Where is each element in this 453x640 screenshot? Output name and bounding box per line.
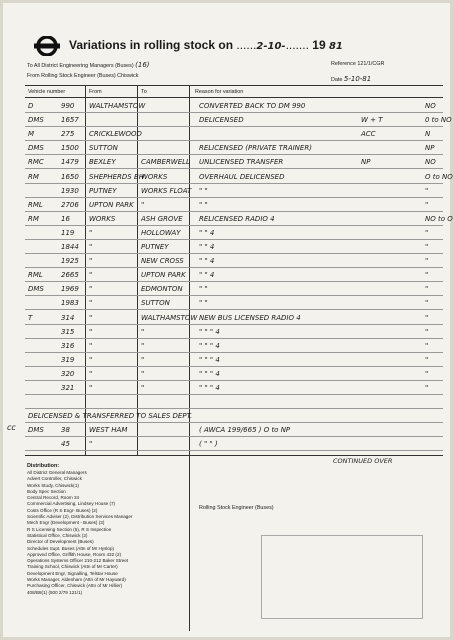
distribution-item: Body Spec Section [27, 488, 66, 494]
form-title: Variations in rolling stock on ......2-10-....... 19 81 [69, 38, 343, 52]
reason-text: RELICENSED (PRIVATE TRAINER) [199, 144, 312, 153]
received-stamp [261, 535, 423, 619]
distribution-heading: Distribution: [27, 463, 60, 469]
from-garage: " [89, 271, 93, 280]
col-to: To [141, 89, 147, 95]
to-line: To All District Engineering Managers (Buses) (16) [27, 61, 150, 69]
reason-note: W + T [361, 116, 383, 125]
col-from: From [89, 89, 102, 95]
to-garage: CAMBERWELL [141, 158, 190, 167]
vehicle-number: 38 [61, 426, 70, 435]
distribution-item: Director of Development (Buses) [27, 539, 94, 545]
status-code: " [425, 327, 429, 336]
vehicle-number: 1500 [61, 144, 79, 153]
vehicle-number: 321 [61, 384, 75, 392]
status-code: " [425, 369, 429, 378]
from-garage: PUTNEY [89, 186, 117, 195]
col-vehicle: Vehicle number [28, 89, 66, 95]
reason-text: " " " 4 [199, 369, 220, 378]
vehicle-number: 1983 [61, 299, 79, 308]
status-code: NO to O [425, 214, 453, 223]
status-code: " [425, 355, 429, 364]
reason-text: NEW BUS LICENSED RADIO 4 [199, 313, 301, 322]
vehicle-number: 45 [61, 440, 70, 449]
continued-over: CONTINUED OVER [333, 457, 393, 465]
vehicle-class: RML [28, 271, 43, 280]
vehicle-number: 315 [61, 327, 75, 336]
reason-text: " " 4 [199, 243, 215, 251]
to-garage: HOLLOWAY [141, 228, 181, 237]
vehicle-class: T [28, 313, 33, 322]
to-garage: " [141, 327, 145, 336]
vehicle-number: 16 [61, 214, 70, 223]
to-garage: NEW CROSS [141, 257, 184, 266]
vehicle-number: 275 [61, 130, 75, 139]
form-sheet [3, 3, 453, 637]
date-field: Date 5-10-81 [331, 75, 372, 83]
reason-text: OVERHAUL DELICENSED [199, 172, 285, 181]
distribution-item: Statistical Office, Chiswick (2) [27, 532, 88, 538]
vehicle-number: 990 [61, 102, 75, 110]
vehicle-number: 320 [61, 369, 75, 378]
distribution-item: Schedules Supt. Buses (Attn of Mr Hyslop) [27, 545, 115, 551]
distribution-item: Purchasing Officer, Chiswick (Attn of Mr Hillier) [27, 583, 123, 589]
to-garage: UPTON PARK [141, 271, 186, 280]
reason-note: NP [361, 158, 371, 167]
status-code: NO [425, 158, 436, 167]
col-reason: Reason for variation [195, 89, 244, 95]
status-code: " [425, 384, 429, 392]
status-code: N [425, 130, 431, 139]
from-garage: " [89, 257, 93, 266]
status-code: NO [425, 102, 436, 110]
status-code: NP [425, 144, 435, 153]
reason-text: " " " 4 [199, 355, 220, 364]
vehicle-class: DMS [28, 285, 44, 294]
to-garage: WORKS [141, 172, 168, 181]
reason-text: ( AWCA 199/665 ) O to NP [199, 426, 291, 435]
status-code: " [425, 228, 429, 237]
reason-text: " " [199, 200, 208, 209]
to-garage: WORKS FLOAT [141, 186, 192, 195]
reason-text: " " [199, 186, 208, 195]
vehicle-class: RM [28, 172, 39, 181]
vehicle-number: 1925 [61, 257, 79, 266]
to-garage: " [141, 384, 145, 392]
reason-text: " " [199, 285, 208, 294]
reason-text: " " 4 [199, 257, 215, 266]
from-garage: SHEPHERDS BH [89, 172, 145, 181]
status-code: " [425, 341, 429, 350]
vehicle-class: RMC [28, 158, 44, 167]
vehicle-class: DELICENSED & TRANSFERRED TO SALES DEPT. [28, 412, 193, 421]
from-garage: " [89, 313, 93, 322]
status-code: " [425, 243, 429, 251]
distribution-item: 408/B8(1) (500 2/79 121/1) [27, 589, 83, 595]
margin-mark: cc [7, 423, 16, 432]
to-garage: EDMONTON [141, 285, 183, 294]
vehicle-number: 1479 [61, 158, 79, 167]
vehicle-number: 1844 [61, 243, 79, 251]
from-garage: UPTON PARK [89, 200, 134, 209]
status-code: " [425, 186, 429, 195]
status-code: " [425, 313, 429, 322]
from-garage: SUTTON [89, 144, 118, 153]
distribution-item: R S Licensing Section (6), R S Inspection [27, 526, 112, 532]
distribution-item: Works Study, Chiswick(1) [27, 482, 79, 488]
from-garage: WORKS [89, 214, 116, 223]
status-code: " [425, 200, 429, 209]
reason-text: " " 4 [199, 228, 215, 237]
vehicle-class: M [28, 130, 35, 139]
reason-text: ( " " ) [199, 440, 218, 449]
reason-text: CONVERTED BACK TO DM 990 [199, 102, 306, 110]
reason-text: " " " 4 [199, 341, 220, 350]
vehicle-class: DMS [28, 144, 44, 153]
to-garage: WALTHAMSTOW [141, 313, 198, 322]
reason-text: " " [199, 299, 208, 308]
from-garage: " [89, 341, 93, 350]
distribution-item: Scientific Adviser (2), Distribution Services Manager [27, 514, 133, 520]
from-garage: " [89, 228, 93, 237]
distribution-item: Works Manager, Aldenham (Attn of Mr Hayward) [27, 577, 126, 583]
roundel-logo-icon [33, 36, 61, 56]
status-code: 0 to NO [425, 116, 452, 125]
to-garage: SUTTON [141, 299, 170, 308]
to-garage: " [141, 200, 145, 209]
vehicle-number: 316 [61, 341, 75, 350]
from-garage: " [89, 369, 93, 378]
reason-note: ACC [361, 130, 376, 139]
reference: Reference 121/1/CGR [331, 61, 385, 67]
from-garage: WEST HAM [89, 426, 128, 435]
vehicle-class: RM [28, 214, 39, 223]
from-garage: " [89, 299, 93, 308]
from-line: From Rolling Stock Engineer (Buses) Chiswick [27, 73, 139, 79]
from-garage: " [89, 384, 93, 392]
vehicle-class: DMS [28, 116, 44, 125]
vehicle-number: 1650 [61, 172, 79, 181]
status-code: " [425, 257, 429, 266]
from-garage: " [89, 327, 93, 336]
distribution-item: Costs Office (R S Engr- Buses) (2) [27, 507, 98, 513]
distribution-item: Training School, Chiswick (Attn of Mr Carter) [27, 564, 118, 570]
to-garage: PUTNEY [141, 243, 169, 251]
signature-label: Rolling Stock Engineer (Buses) [199, 505, 274, 511]
from-garage: CRICKLEWOOD [89, 130, 142, 139]
distribution-item: All District General Managers [27, 470, 87, 475]
reason-text: RELICENSED RADIO 4 [199, 214, 275, 223]
vehicle-number: 319 [61, 355, 75, 364]
from-garage: " [89, 355, 93, 364]
from-garage: BEXLEY [89, 158, 116, 167]
to-garage: " [141, 341, 145, 350]
vehicle-number: 1930 [61, 186, 79, 195]
distribution-item: Advert Controller, Chiswick [27, 476, 82, 482]
vehicle-class: RML [28, 200, 43, 209]
vehicle-class: DMS [28, 426, 44, 435]
distribution-list [27, 470, 132, 596]
from-garage: " [89, 243, 93, 251]
vehicle-number: 2706 [61, 200, 79, 209]
vehicle-number: 1969 [61, 285, 79, 294]
vehicle-number: 1657 [61, 116, 79, 125]
distribution-item: Operations Systems Officer 210-212 Baker Street [27, 558, 129, 564]
to-garage: " [141, 369, 145, 378]
reason-text: " " 4 [199, 271, 215, 280]
from-garage: " [89, 285, 93, 294]
distribution-item: Approved Office, Griffith House, Room 432 (2) [27, 551, 122, 557]
from-garage: " [89, 440, 93, 449]
status-code: O to NO [425, 172, 453, 181]
distribution-item: Development Engr, Signalling, Telstar House [27, 570, 118, 576]
to-garage: " [141, 355, 145, 364]
vehicle-number: 119 [61, 228, 75, 237]
status-code: " [425, 285, 429, 294]
reason-text: " " " 4 [199, 327, 220, 336]
reason-text: DELICENSED [199, 116, 244, 125]
status-code: " [425, 271, 429, 280]
distribution-item: Commercial Advertising, Lindsey House (7) [27, 501, 116, 507]
vehicle-class: D [28, 102, 34, 110]
from-garage: WALTHAMSTOW [89, 102, 146, 110]
reason-text: " " " 4 [199, 384, 220, 392]
to-garage: ASH GROVE [141, 214, 183, 223]
distribution-item: Mech Engr (Development - Buses) (3) [27, 520, 105, 526]
status-code: " [425, 299, 429, 308]
vehicle-number: 2665 [61, 271, 79, 280]
vehicle-number: 314 [61, 313, 75, 322]
reason-text: UNLICENSED TRANSFER [199, 158, 284, 167]
distribution-item: Central Record, Room 34 [27, 495, 80, 501]
